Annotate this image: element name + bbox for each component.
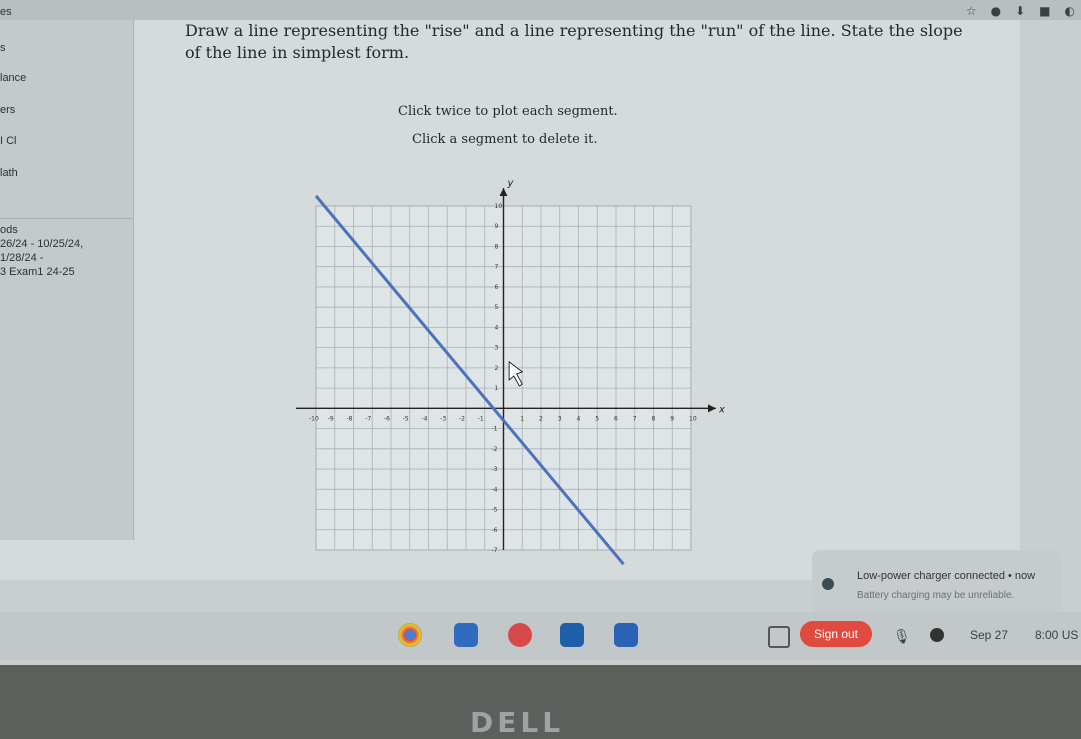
sidebar-item-0[interactable]: es	[0, 6, 12, 18]
x-tick-label: -6	[384, 415, 390, 423]
y-tick-label: 6	[494, 283, 499, 291]
low-power-notification[interactable]	[812, 550, 1062, 620]
delete-instruction: Click a segment to delete it.	[412, 132, 598, 147]
notification-body: Battery charging may be unreliable.	[857, 590, 1015, 601]
y-tick-label: -2	[491, 445, 498, 453]
sidebar-item-exam[interactable]: 3 Exam1 24-25	[0, 266, 75, 278]
download-icon[interactable]: ⬇	[1015, 4, 1026, 18]
sidebar-item-math[interactable]: lath	[0, 167, 18, 179]
notification-dot-icon[interactable]	[930, 628, 944, 642]
y-tick-label: 2	[494, 364, 499, 372]
chrome-app-icon[interactable]	[398, 623, 422, 647]
files-app-icon[interactable]	[560, 623, 584, 647]
sidebar-divider	[0, 218, 133, 219]
sidebar-item-date-range[interactable]: 26/24 - 10/25/24,	[0, 238, 84, 250]
sign-out-button[interactable]: Sign out	[800, 621, 872, 647]
extension-icon[interactable]: ●	[990, 4, 1002, 18]
x-tick-label: 2	[539, 415, 543, 423]
y-tick-label: 1	[494, 385, 499, 393]
y-axis-label: y	[507, 178, 514, 189]
x-tick-label: -2	[459, 415, 465, 423]
browser-toolbar-icons	[966, 4, 1075, 18]
photos-app-icon[interactable]	[508, 623, 532, 647]
x-tick-label: -3	[440, 415, 447, 423]
x-tick-label: 8	[651, 415, 656, 423]
dell-logo: DELL	[470, 706, 565, 739]
y-tick-label: -3	[491, 466, 498, 474]
x-tick-label: 7	[632, 415, 637, 423]
y-tick-label: -1	[491, 425, 498, 433]
x-axis-label: x	[719, 404, 725, 416]
y-tick-label: -7	[491, 547, 498, 554]
sidebar-item-cl[interactable]: I Cl	[0, 135, 17, 147]
profile-icon[interactable]: ◐	[1064, 4, 1075, 18]
window-icon[interactable]: ■	[1039, 4, 1051, 18]
charger-icon	[822, 578, 834, 590]
plot-instruction: Click twice to plot each segment.	[398, 104, 618, 119]
x-tick-label: -8	[346, 415, 353, 423]
y-tick-label: 3	[494, 344, 499, 352]
x-tick-label: 10	[689, 415, 697, 423]
x-tick-label: -4	[421, 415, 428, 423]
x-tick-label: -9	[327, 415, 334, 423]
page-content	[0, 6, 1036, 601]
sidebar-item-ers[interactable]: ers	[0, 104, 16, 116]
y-tick-label: -4	[491, 486, 498, 494]
sidebar	[0, 6, 134, 540]
y-tick-label: 5	[494, 304, 499, 312]
x-tick-label: -5	[402, 415, 409, 423]
notification-title: Low-power charger connected • now	[857, 570, 1036, 582]
x-tick-label: 5	[595, 415, 600, 423]
x-axis-arrow	[708, 404, 716, 412]
x-tick-label: 1	[520, 415, 525, 423]
y-tick-label: 8	[494, 243, 499, 251]
question-line-1: Draw a line representing the "rise" and a line representing the "run" of the line. State the slope	[185, 21, 963, 40]
x-tick-label: 9	[670, 415, 675, 423]
sidebar-item-balance[interactable]: lance	[0, 72, 27, 84]
x-tick-label: 4	[576, 415, 581, 423]
x-tick-label: -10	[309, 415, 319, 423]
y-axis-arrow	[500, 188, 508, 196]
sidebar-item-periods[interactable]: ods	[0, 224, 18, 236]
x-tick-label: 6	[614, 415, 618, 423]
chromeos-shelf	[0, 612, 1081, 660]
y-tick-label: 9	[494, 223, 499, 231]
y-tick-label: 7	[494, 263, 499, 271]
y-tick-label: -5	[491, 506, 498, 514]
question-text	[185, 20, 995, 64]
y-tick-label: 4	[494, 324, 499, 332]
shelf-time[interactable]: 8:00 US	[1035, 628, 1079, 642]
question-line-2: of the line in simplest form.	[185, 43, 410, 62]
browser-top-bar	[0, 0, 1081, 20]
sidebar-item-date[interactable]: 1/28/24 -	[0, 252, 44, 264]
screen-capture-icon[interactable]	[768, 626, 790, 648]
camera-app-icon[interactable]	[454, 623, 478, 647]
coordinate-graph[interactable]	[296, 178, 726, 554]
x-tick-label: -1	[477, 415, 484, 423]
x-tick-label: -7	[365, 415, 372, 423]
microphone-icon[interactable]: 🎙	[893, 628, 911, 644]
x-tick-label: 3	[557, 415, 562, 423]
sidebar-item-1[interactable]: s	[0, 42, 6, 54]
y-tick-label: 10	[494, 203, 503, 210]
docs-app-icon[interactable]	[614, 623, 638, 647]
bookmark-star-icon[interactable]: ☆	[965, 4, 977, 18]
shelf-date[interactable]: Sep 27	[970, 628, 1009, 642]
y-tick-label: -6	[491, 526, 498, 534]
